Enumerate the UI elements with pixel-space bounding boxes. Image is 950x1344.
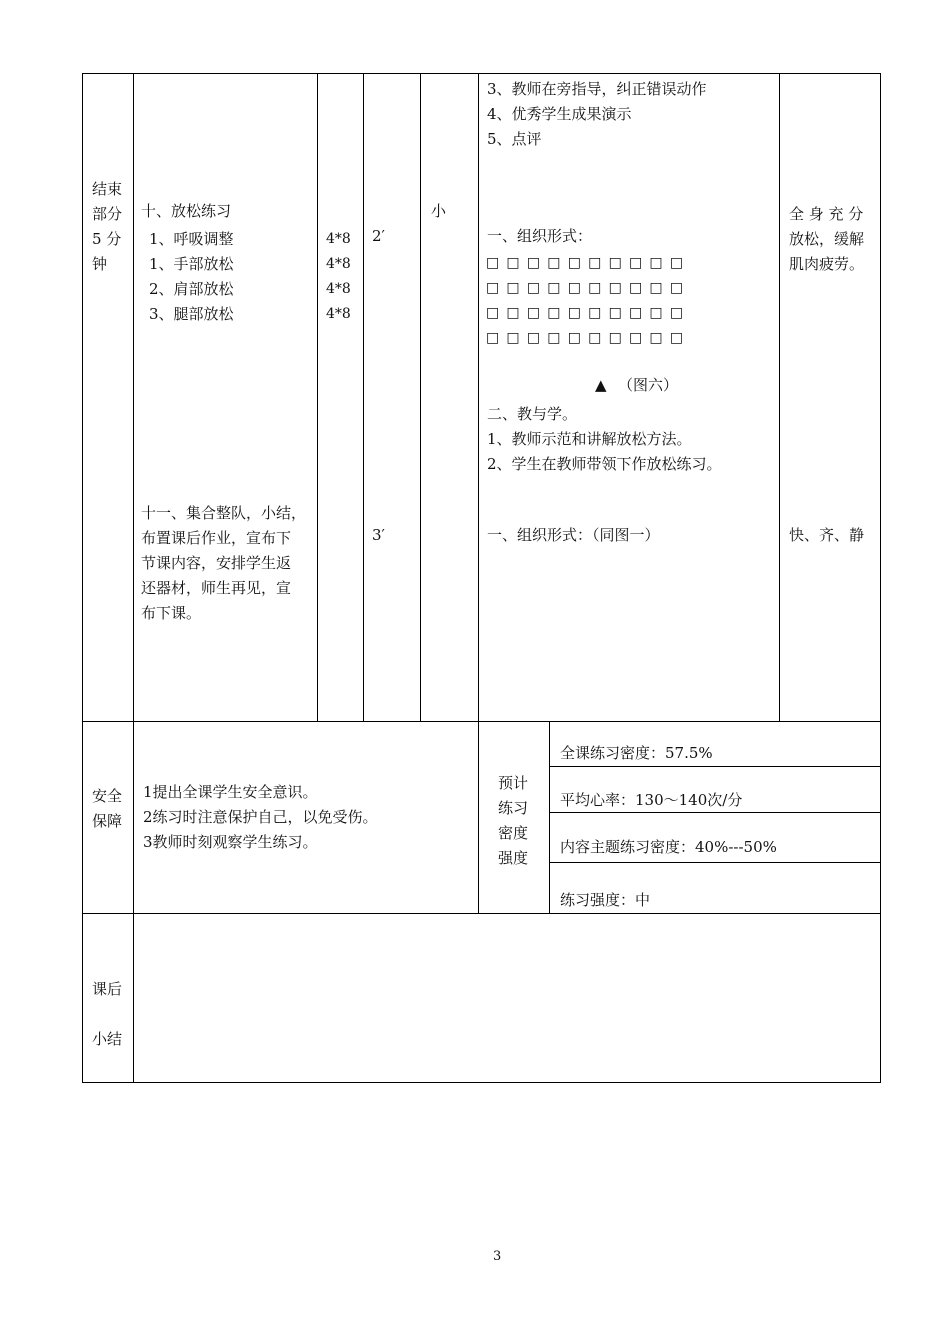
count-value: 4*8 (326, 306, 351, 322)
relax-item: 2、肩部放松 (149, 280, 234, 298)
page-number: 3 (493, 1249, 502, 1264)
expected-label: 预计 练习 密度 强度 (498, 774, 529, 867)
relax-items (149, 227, 234, 327)
safety-label: 安全 保障 (92, 787, 123, 830)
closing-requirement: 快、齐、静 (789, 526, 865, 544)
relax-counts (326, 227, 351, 327)
relax-item: 1、手部放松 (149, 255, 234, 273)
formation-row: □□□□□□□□□□ (486, 255, 691, 271)
relax-item: 1、呼吸调整 (149, 230, 234, 248)
formation-row: □□□□□□□□□□ (486, 330, 691, 346)
figure-caption: （图六） (618, 376, 679, 394)
safety-items (143, 780, 378, 855)
summary-label: 课后 小结 (92, 980, 123, 1048)
count-value: 4*8 (326, 256, 351, 272)
relax-title: 十、放松练习 (141, 202, 232, 220)
requirement-relax: 全 身 充 分 放松，缓解 肌肉疲劳。 (789, 205, 865, 273)
formation-row: □□□□□□□□□□ (486, 305, 691, 321)
expected-row: 内容主题练习密度：40%---50% (560, 838, 777, 856)
count-value: 4*8 (326, 231, 351, 247)
formation-row: □□□□□□□□□□ (486, 280, 691, 296)
safety-item: 1提出全课学生安全意识。 (143, 783, 318, 801)
org-title: 一、组织形式： (487, 227, 593, 245)
end-section-label: 结束 部分 5 分 钟 (92, 180, 123, 273)
count-value: 4*8 (326, 281, 351, 297)
relax-intensity: 小 (431, 202, 447, 220)
expected-row: 平均心率：130～140次/分 (560, 791, 743, 809)
expected-row: 全课练习密度：57.5% (560, 744, 713, 762)
closing-time: 3′ (372, 526, 385, 544)
relax-item: 3、腿部放松 (149, 305, 234, 323)
teacher-triangle-icon: ▲ (595, 376, 607, 394)
expected-row: 练习强度：中 (560, 891, 651, 909)
closing-org: 一、组织形式：（同图一） (487, 526, 660, 544)
safety-item: 2练习时注意保护自己，以免受伤。 (143, 808, 378, 826)
relax-time: 2′ (372, 227, 385, 245)
teach-section: 二、教与学。 1、教师示范和讲解放松方法。 2、学生在教师带领下作放松练习。 (487, 405, 722, 473)
method-top: 3、教师在旁指导，纠正错误动作 4、优秀学生成果演示 5、点评 (487, 80, 707, 148)
formation-grid (486, 251, 690, 351)
closing-content: 十一、集合整队，小结， 布置课后作业，宣布下 节课内容，安排学生返 还器材，师生再见，宣 布下课。 (141, 504, 307, 622)
safety-item: 3教师时刻观察学生练习。 (143, 833, 318, 851)
